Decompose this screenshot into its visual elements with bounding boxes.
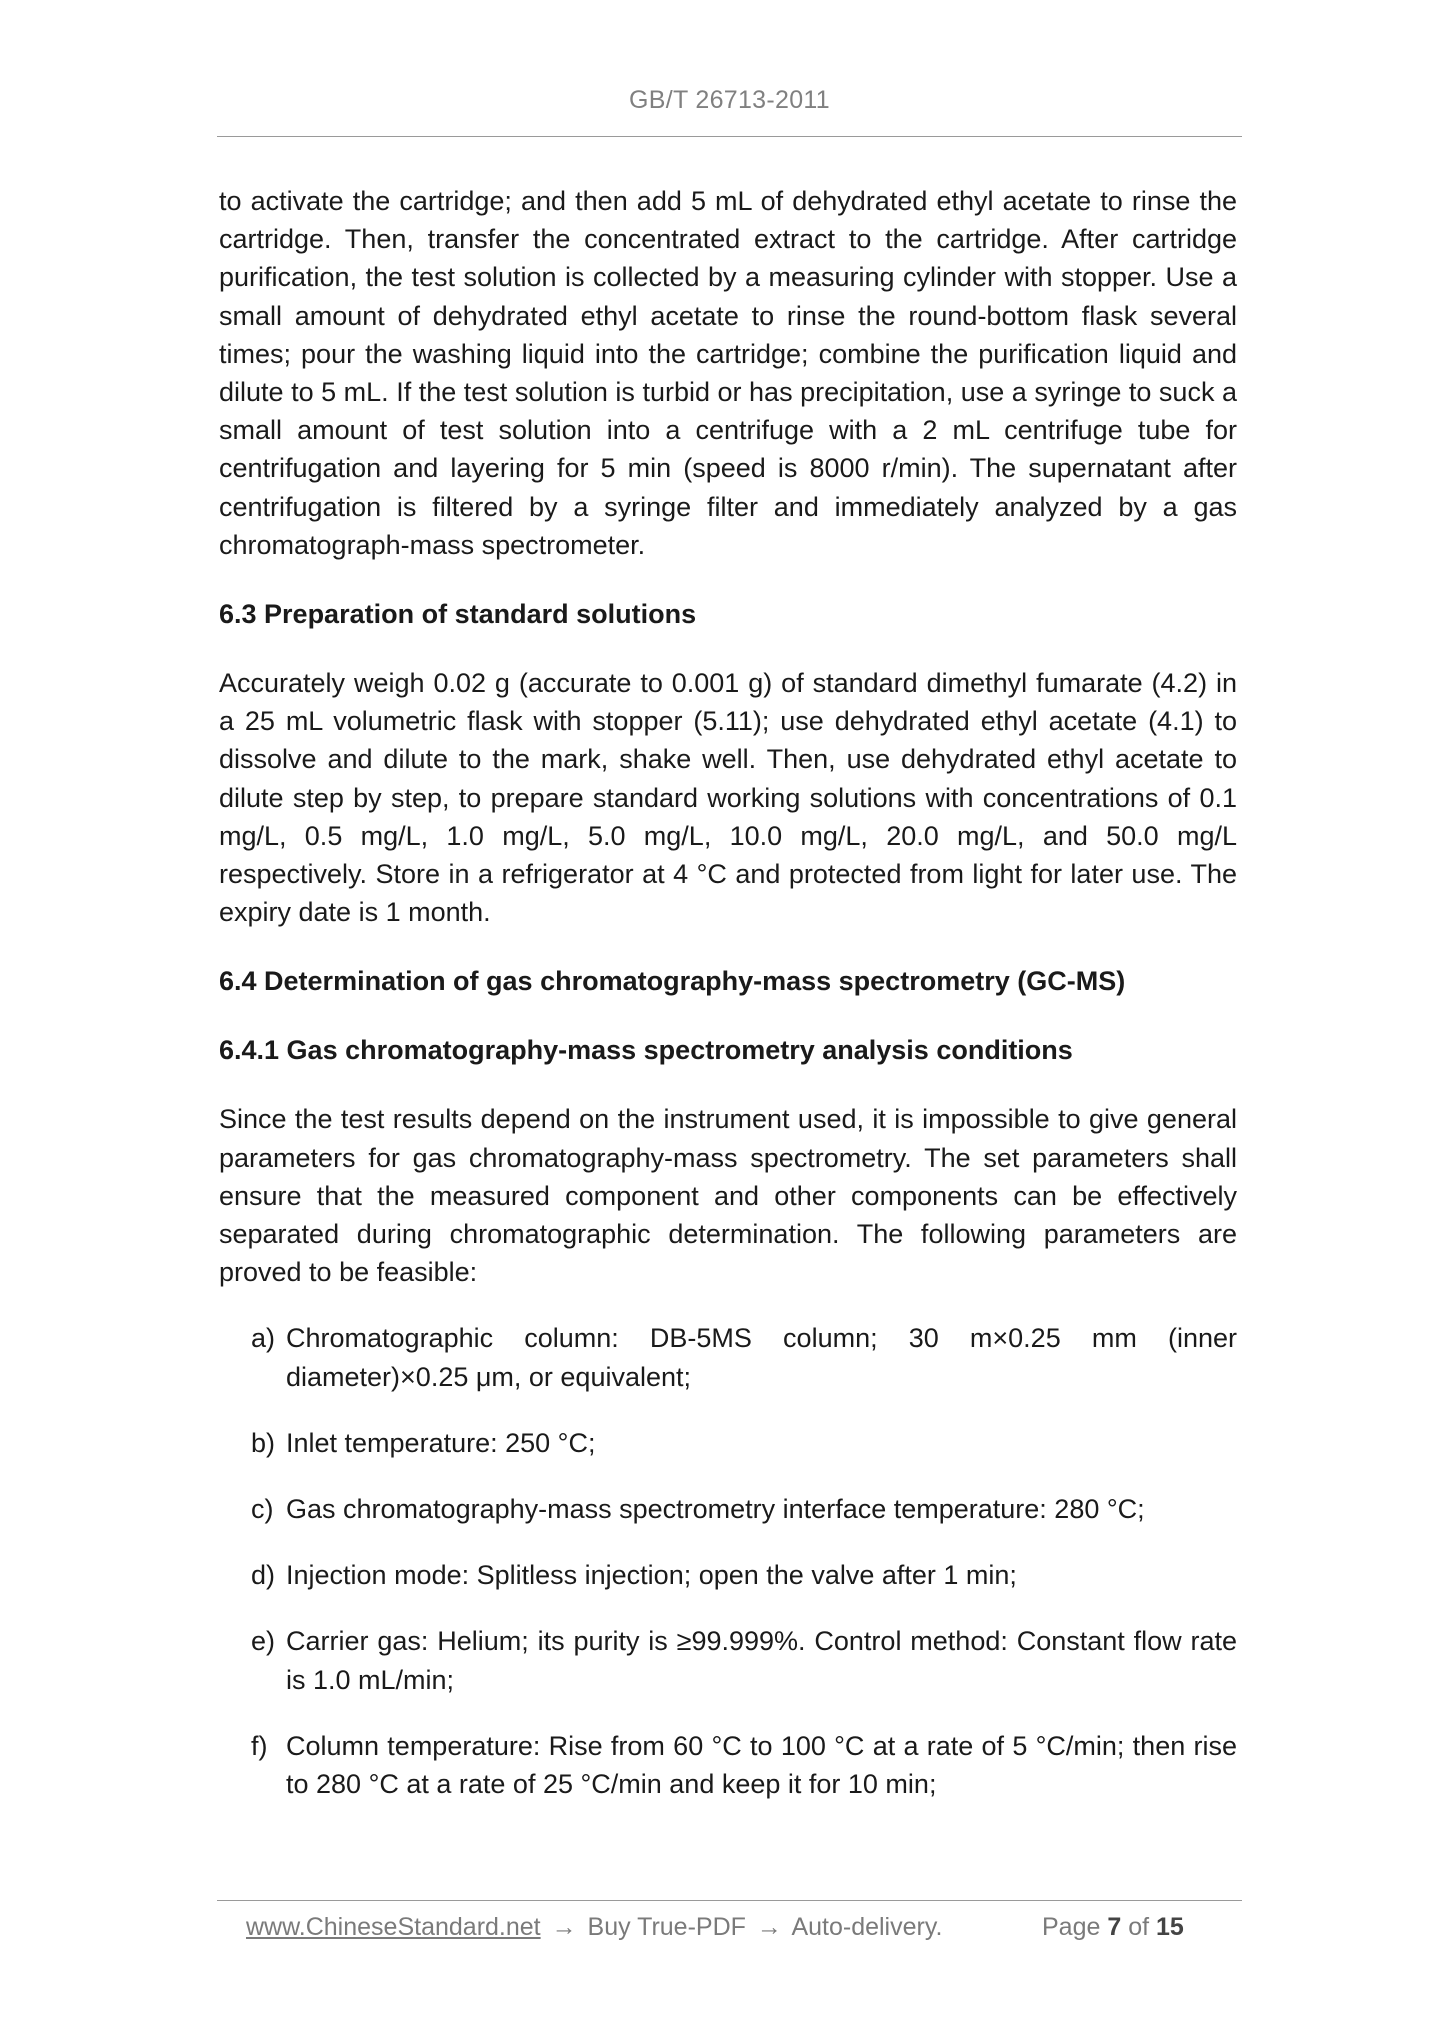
section-heading-6-3: 6.3 Preparation of standard solutions bbox=[219, 599, 697, 630]
section-heading-6-4: 6.4 Determination of gas chromatography-mass spectrometry (GC-MS) bbox=[219, 966, 1126, 997]
list-marker: a) bbox=[251, 1323, 276, 1354]
list-item-text: Column temperature: Rise from 60 °C to 100 °C at a rate of 5 °C/min; then rise to 280 °C at a rate of 25 °C/min and keep it for 10 min; bbox=[286, 1730, 1237, 1800]
arrow-right-icon: → bbox=[756, 1913, 782, 1941]
header-rule bbox=[217, 136, 1242, 137]
list-item-text: Chromatographic column: DB-5MS column; 30 m×0.25 mm (inner diameter)×0.25 μm, or equivalent; bbox=[286, 1323, 1237, 1392]
list-item-a bbox=[219, 1319, 1237, 1395]
list-item-e bbox=[219, 1622, 1237, 1698]
delivery-text: Auto-delivery. bbox=[791, 1913, 943, 1941]
site-link[interactable]: www.ChineseStandard.net bbox=[246, 1913, 541, 1941]
of-word: of bbox=[1128, 1913, 1150, 1941]
list-marker: e) bbox=[251, 1626, 276, 1657]
footer-rule bbox=[217, 1900, 1242, 1901]
paragraph-cartridge-purification: to activate the cartridge; and then add 5 mL of dehydrated ethyl acetate to rinse the cartridge. Then, transfer the concentrated extract to the cartridge. After cartridge purification, the test solution is collected by a measuring cylinder with stopper. Use a small amount of dehydrated ethyl acetate to rinse the round-bottom flask several times; pour the washing liquid into the cartridge; combine the purification liquid and dilute to 5 mL. If the test solution is turbid or has precipitation, use a syringe to suck a small amount of test solution into a centrifuge with a 2 mL centrifuge tube for centrifugation and layering for 5 min (speed is 8000 r/min). The supernatant after centrifugation is filtered by a syringe filter and immediately analyzed by a gas chromatograph-mass spectrometer. bbox=[219, 186, 1237, 560]
list-marker: b) bbox=[251, 1427, 276, 1458]
list-item-c bbox=[219, 1490, 1237, 1528]
buy-text: Buy True-PDF bbox=[587, 1913, 746, 1941]
arrow-right-icon: → bbox=[551, 1913, 577, 1941]
section-heading-6-4-1: 6.4.1 Gas chromatography-mass spectrometry analysis conditions bbox=[219, 1035, 1073, 1066]
running-header: GB/T 26713-2011 bbox=[629, 86, 830, 114]
list-marker: c) bbox=[251, 1494, 274, 1525]
page-word: Page bbox=[1042, 1913, 1101, 1941]
list-item-text: Inlet temperature: 250 °C; bbox=[286, 1427, 596, 1458]
list-marker: f) bbox=[251, 1730, 268, 1761]
total-pages: 15 bbox=[1156, 1913, 1184, 1941]
list-item-text: Gas chromatography-mass spectrometry interface temperature: 280 °C; bbox=[286, 1494, 1145, 1525]
page-number bbox=[1042, 1909, 1184, 1945]
page-footer bbox=[217, 1909, 1242, 1945]
page-body bbox=[219, 182, 1237, 1803]
paragraph-standard-solutions: Accurately weigh 0.02 g (accurate to 0.001 g) of standard dimethyl fumarate (4.2) in a 25 mL volumetric flask with stopper (5.11); use dehydrated ethyl acetate (4.1) to dissolve and dilute to the mark, shake well. Then, use dehydrated ethyl acetate to dilute step by step, to prepare standard working solutions with concentrations of 0.1 mg/L, 0.5 mg/L, 1.0 mg/L, 5.0 mg/L, 10.0 mg/L, 20.0 mg/L, and 50.0 mg/L respectively. Store in a refrigerator at 4 °C and protected from light for later use. The expiry date is 1 month. bbox=[219, 668, 1237, 928]
paragraph-analysis-conditions: Since the test results depend on the instrument used, it is impossible to give general parameters for gas chromatography-mass spectrometry. The set parameters shall ensure that the measured component and other components can be effectively separated during chromatographic determination. The following parameters are proved to be feasible: bbox=[219, 1104, 1237, 1288]
list-item-b bbox=[219, 1424, 1237, 1462]
list-item-d bbox=[219, 1556, 1237, 1594]
current-page: 7 bbox=[1107, 1913, 1122, 1941]
list-marker: d) bbox=[251, 1560, 276, 1591]
list-item-text: Injection mode: Splitless injection; open the valve after 1 min; bbox=[286, 1560, 1017, 1591]
footer-promo bbox=[246, 1909, 942, 1945]
list-item-text: Carrier gas: Helium; its purity is ≥99.999%. Control method: Constant flow rate is 1.0 mL/min; bbox=[286, 1626, 1237, 1695]
list-item-f bbox=[219, 1727, 1237, 1803]
